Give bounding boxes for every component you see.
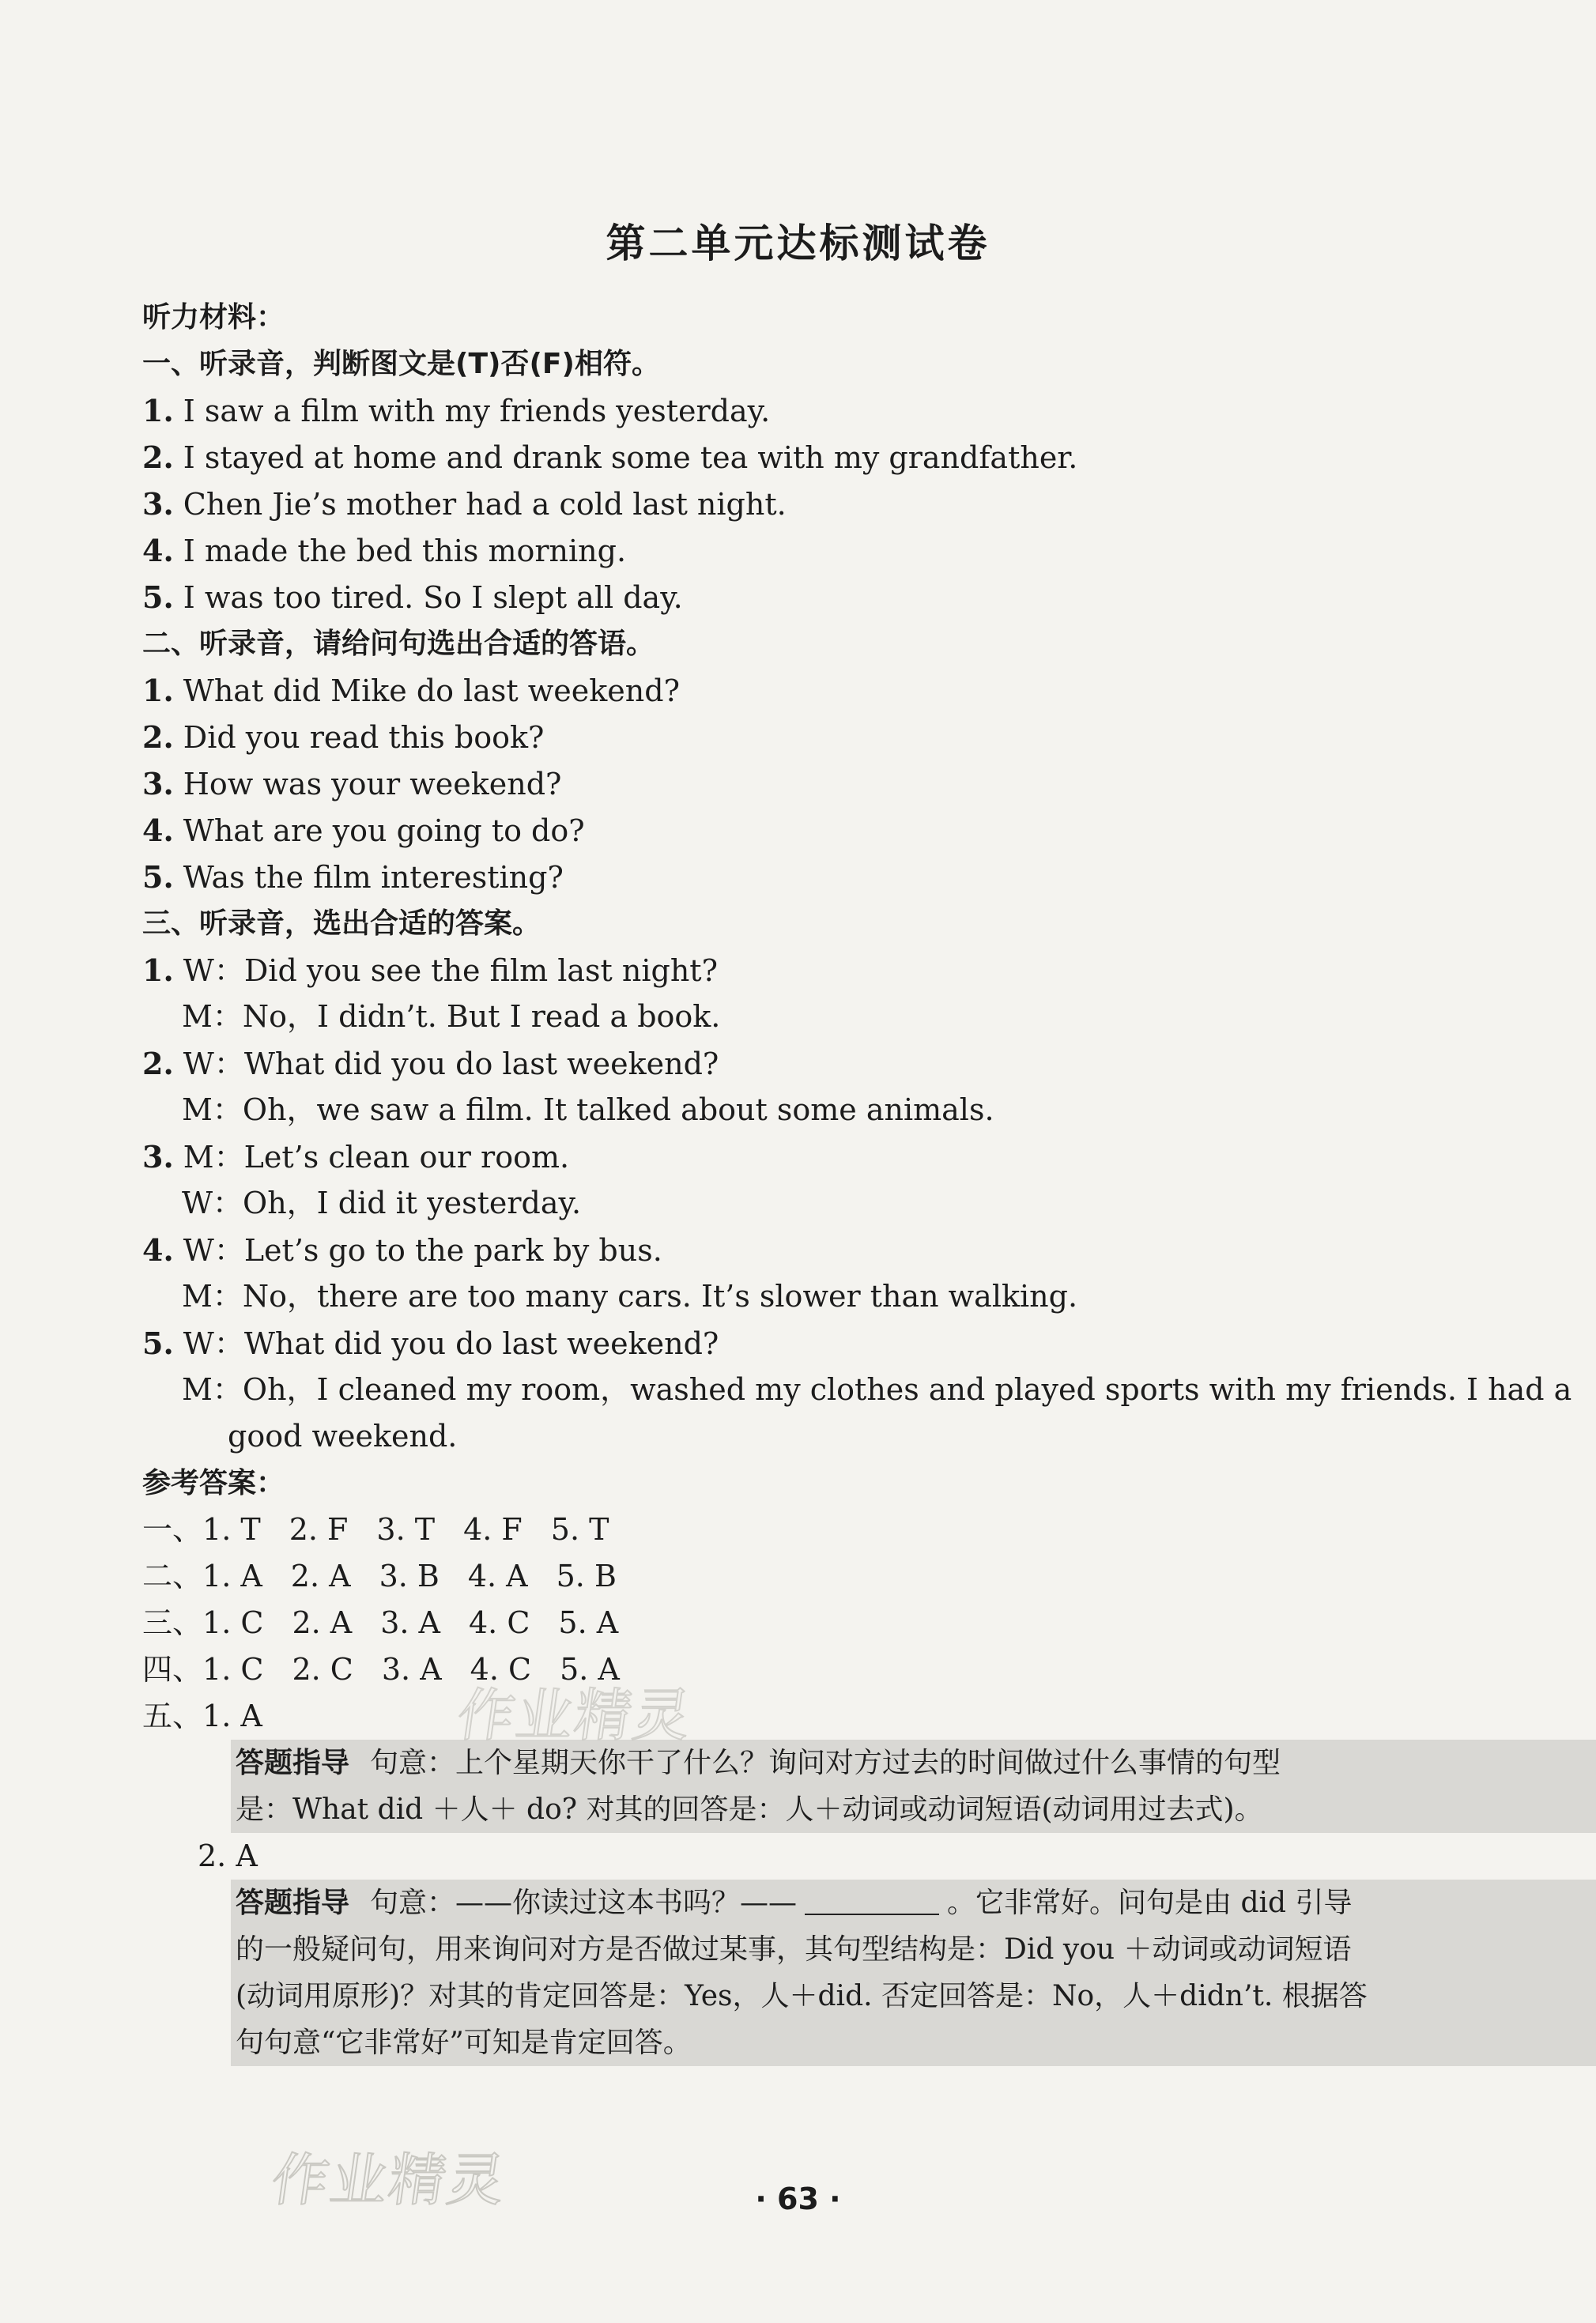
list-item: 4. What are you going to do? xyxy=(142,813,585,848)
dialog-line: 4. W：Let’s go to the park by bus. xyxy=(142,1232,662,1268)
answer-row: 2. A xyxy=(198,1838,258,1873)
list-item: 5. Was the film interesting? xyxy=(142,859,564,895)
page-title: 第二单元达标测试卷 xyxy=(606,221,990,266)
answer-row: 一、1. T 2. F 3. T 4. F 5. T xyxy=(142,1512,609,1547)
dialog-line: W：Oh，I did it yesterday. xyxy=(182,1186,582,1220)
dialog-line: 3. M：Let’s clean our room. xyxy=(142,1139,570,1175)
dialog-line: M：Oh，we saw a film. It talked about some animals. xyxy=(182,1092,994,1127)
answer-row: 四、1. C 2. C 3. A 4. C 5. A xyxy=(142,1652,620,1687)
guide-label: 答题指导 xyxy=(236,1747,350,1779)
watermark: 作业精灵 xyxy=(453,1682,697,1748)
list-item: 2. I stayed at home and drank some tea with my grandfather. xyxy=(142,439,1078,475)
list-item: 3. Chen Jie’s mother had a cold last night. xyxy=(142,486,787,522)
section-1-heading: 一、听录音，判断图文是(T)否(F)相符。 xyxy=(142,348,660,380)
list-item: 2. Did you read this book? xyxy=(142,719,545,755)
dialog-line: M：No，I didn’t. But I read a book. xyxy=(182,999,721,1034)
answers-header: 参考答案： xyxy=(142,1467,285,1499)
listening-header: 听力材料： xyxy=(142,301,285,334)
dialog-line: 5. W：What did you do last weekend? xyxy=(142,1326,719,1361)
watermark: 作业精灵 xyxy=(267,2147,511,2213)
answer-guide-2: 答题指导 句意：——你读过这本书吗？—— 。它非常好。问句是由 did 引导 的一般疑问句，用来询问对方是否做过某事，其句型结构是：Did you ＋动词或动词短语 (动词用原形)？对其的肯定回答是：Yes，人＋did. 否定回答是：No，人＋didn’t. 根据答 句句意“它非常好”可知是肯定回答。 xyxy=(231,1880,1596,2066)
list-item: 4. I made the bed this morning. xyxy=(142,533,627,568)
list-item: 5. I was too tired. So I slept all day. xyxy=(142,579,683,615)
section-2-heading: 二、听录音，请给问句选出合适的答语。 xyxy=(142,628,655,660)
dialog-line: M：No，there are too many cars. It’s slower than walking. xyxy=(182,1279,1078,1314)
dialog-line: 1. W：Did you see the film last night? xyxy=(142,952,718,988)
content xyxy=(142,294,1572,2066)
answer-row: 五、1. A xyxy=(142,1699,262,1733)
dialog-line: good weekend. xyxy=(228,1419,458,1454)
answer-row: 二、1. A 2. A 3. B 4. A 5. B xyxy=(142,1559,617,1593)
list-item: 1. What did Mike do last weekend? xyxy=(142,673,680,708)
answer-row: 三、1. C 2. A 3. A 4. C 5. A xyxy=(142,1605,619,1640)
list-item: 3. How was your weekend? xyxy=(142,766,562,801)
guide-label: 答题指导 xyxy=(236,1887,350,1919)
page-number: · 63 · xyxy=(755,2182,841,2216)
answer-guide-1: 答题指导 句意：上个星期天你干了什么？询问对方过去的时间做过什么事情的句型 是：What did ＋人＋ do? 对其的回答是：人＋动词或动词短语(动词用过去式)。 xyxy=(231,1740,1596,1833)
list-item: 1. I saw a film with my friends yesterday. xyxy=(142,393,771,428)
dialog-line: M：Oh，I cleaned my room，washed my clothes and played sports with my friends. I had a xyxy=(182,1372,1572,1407)
answer-blank xyxy=(805,1887,939,1915)
section-3-heading: 三、听录音，选出合适的答案。 xyxy=(142,907,541,940)
dialog-line: 2. W：What did you do last weekend? xyxy=(142,1046,719,1081)
